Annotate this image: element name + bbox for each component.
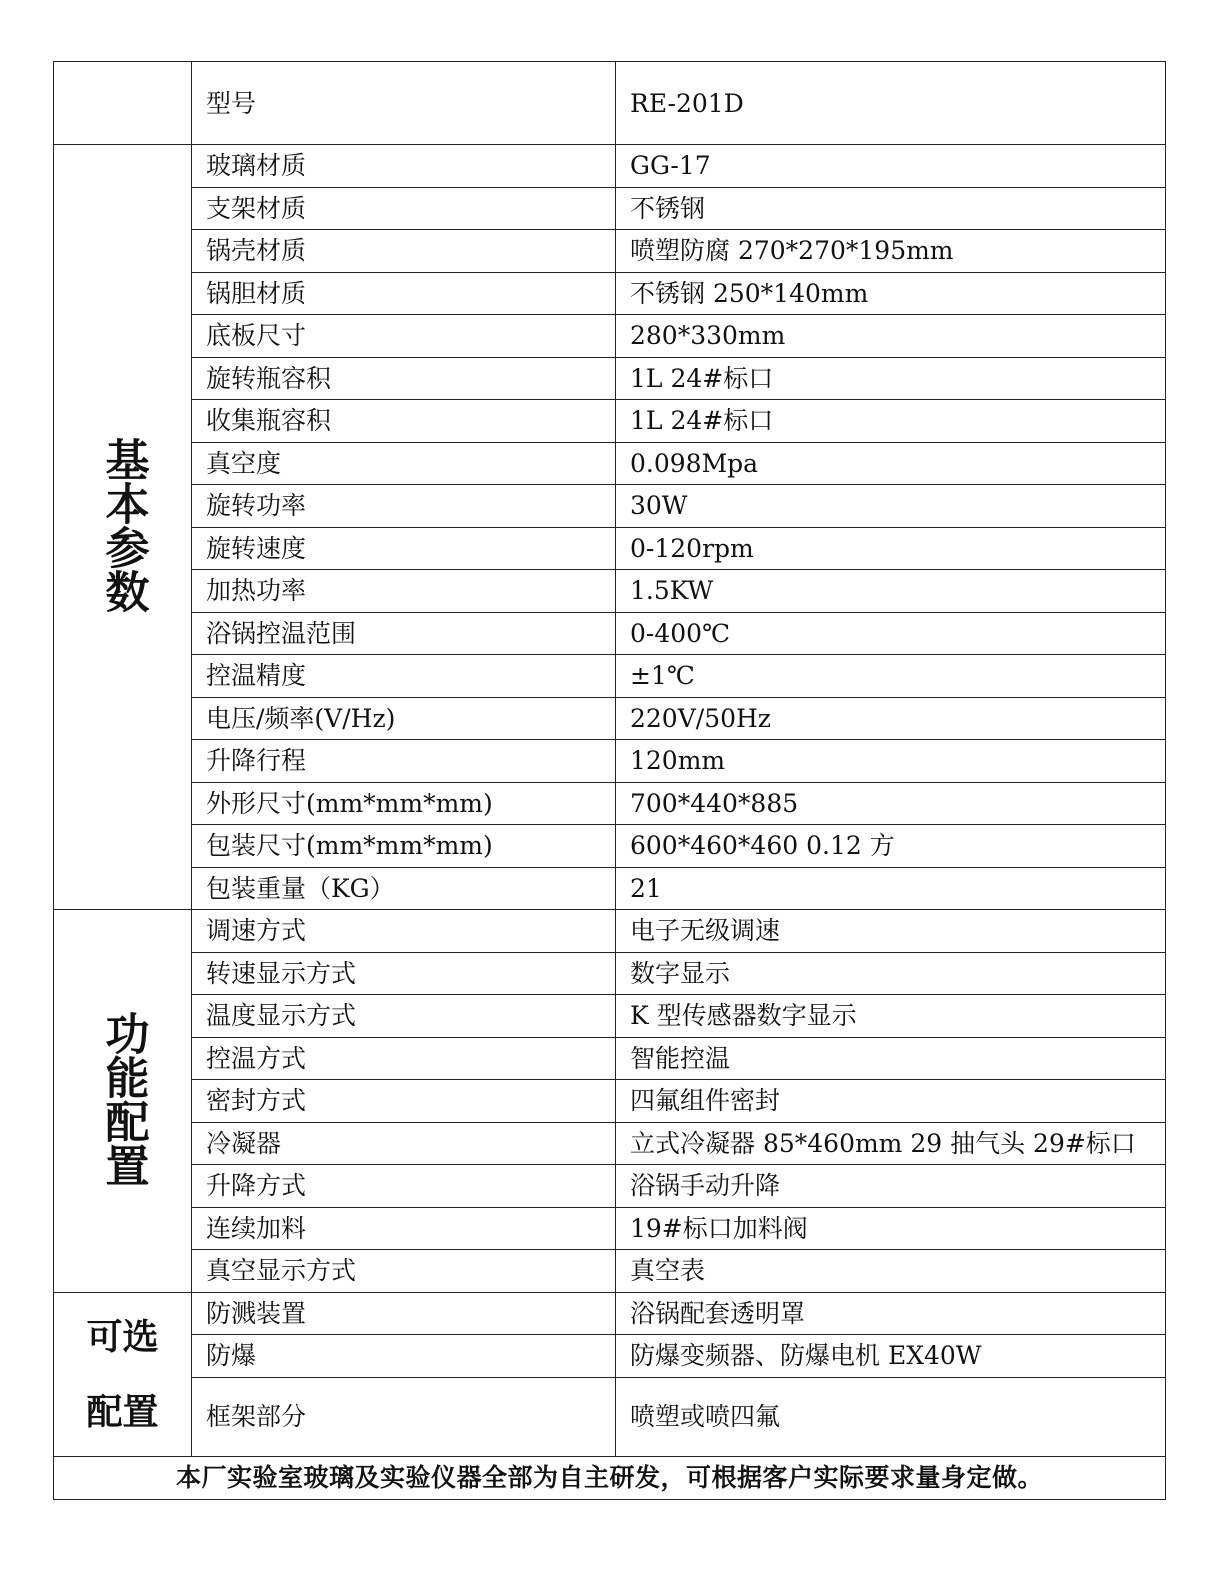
footer-note: 本厂实验室玻璃及实验仪器全部为自主研发，可根据客户实际要求量身定做。 <box>54 1456 1166 1499</box>
param-name: 防爆 <box>192 1335 616 1378</box>
param-value: 700*440*885 <box>616 782 1166 825</box>
param-name: 加热功率 <box>192 570 616 613</box>
param-value: 真空表 <box>616 1250 1166 1293</box>
param-name: 升降方式 <box>192 1165 616 1208</box>
section-function-label: 功能配置 <box>97 1010 149 1187</box>
param-name: 浴锅控温范围 <box>192 612 616 655</box>
param-value: 1L 24#标口 <box>616 400 1166 443</box>
param-name: 控温方式 <box>192 1037 616 1080</box>
param-name: 旋转功率 <box>192 485 616 528</box>
param-name: 包装尺寸(mm*mm*mm) <box>192 825 616 868</box>
param-value: 600*460*460 0.12 方 <box>616 825 1166 868</box>
model-label: 型号 <box>192 62 616 145</box>
param-name: 旋转速度 <box>192 527 616 570</box>
param-value: 120mm <box>616 740 1166 783</box>
basic_rows-row <box>54 570 1166 613</box>
param-value: K 型传感器数字显示 <box>616 995 1166 1038</box>
param-value: 喷塑或喷四氟 <box>616 1377 1166 1456</box>
param-value: 不锈钢 <box>616 187 1166 230</box>
basic_rows-row <box>54 867 1166 910</box>
param-value: 30W <box>616 485 1166 528</box>
basic_rows-row <box>54 272 1166 315</box>
function_rows-row <box>54 910 1166 953</box>
basic_rows-row <box>54 697 1166 740</box>
param-value: 280*330mm <box>616 315 1166 358</box>
function_rows-row <box>54 1122 1166 1165</box>
param-value: ±1℃ <box>616 655 1166 698</box>
basic_rows-row <box>54 612 1166 655</box>
basic_rows-row <box>54 315 1166 358</box>
section-optional-line1: 可选 <box>86 1315 159 1358</box>
param-name: 包装重量（KG） <box>192 867 616 910</box>
param-value: GG-17 <box>616 145 1166 188</box>
param-value: 1.5KW <box>616 570 1166 613</box>
function_rows-row <box>54 1250 1166 1293</box>
param-value: 立式冷凝器 85*460mm 29 抽气头 29#标口 <box>616 1122 1166 1165</box>
function_rows-row <box>54 995 1166 1038</box>
param-value: 21 <box>616 867 1166 910</box>
basic_rows-row <box>54 782 1166 825</box>
param-name: 玻璃材质 <box>192 145 616 188</box>
basic_rows-row <box>54 485 1166 528</box>
param-name: 真空度 <box>192 442 616 485</box>
param-value: 0-400℃ <box>616 612 1166 655</box>
param-name: 底板尺寸 <box>192 315 616 358</box>
footer-row <box>54 1456 1166 1499</box>
section-basic-params <box>54 145 192 910</box>
spec-table-body <box>54 62 1166 1500</box>
param-name: 锅胆材质 <box>192 272 616 315</box>
function_rows-row <box>54 952 1166 995</box>
param-name: 旋转瓶容积 <box>192 357 616 400</box>
function_rows-row <box>54 1207 1166 1250</box>
param-name: 支架材质 <box>192 187 616 230</box>
param-name: 调速方式 <box>192 910 616 953</box>
param-value: 220V/50Hz <box>616 697 1166 740</box>
param-name: 温度显示方式 <box>192 995 616 1038</box>
param-name: 控温精度 <box>192 655 616 698</box>
basic_rows-row <box>54 740 1166 783</box>
optional_rows-row <box>54 1335 1166 1378</box>
param-name: 电压/频率(V/Hz) <box>192 697 616 740</box>
param-value: 不锈钢 250*140mm <box>616 272 1166 315</box>
basic_rows-row <box>54 187 1166 230</box>
param-value: 智能控温 <box>616 1037 1166 1080</box>
section-optional-line2: 配置 <box>86 1390 159 1433</box>
blank-cell <box>54 62 192 145</box>
param-value: 1L 24#标口 <box>616 357 1166 400</box>
param-name: 升降行程 <box>192 740 616 783</box>
basic_rows-row <box>54 655 1166 698</box>
param-name: 密封方式 <box>192 1080 616 1123</box>
spec-table <box>53 61 1166 1500</box>
section-optional-label <box>54 1299 191 1449</box>
section-function-config <box>54 910 192 1293</box>
param-value: 19#标口加料阀 <box>616 1207 1166 1250</box>
model-row <box>54 62 1166 145</box>
basic_rows-row <box>54 825 1166 868</box>
basic_rows-row <box>54 527 1166 570</box>
optional_rows-row <box>54 1292 1166 1335</box>
basic_rows-row <box>54 145 1166 188</box>
param-value: 0.098Mpa <box>616 442 1166 485</box>
param-value: 浴锅手动升降 <box>616 1165 1166 1208</box>
function_rows-row <box>54 1037 1166 1080</box>
param-name: 防溅装置 <box>192 1292 616 1335</box>
param-value: 喷塑防腐 270*270*195mm <box>616 230 1166 273</box>
optional_rows-row <box>54 1377 1166 1456</box>
param-name: 外形尺寸(mm*mm*mm) <box>192 782 616 825</box>
function_rows-row <box>54 1080 1166 1123</box>
basic_rows-row <box>54 400 1166 443</box>
function_rows-row <box>54 1165 1166 1208</box>
param-value: 数字显示 <box>616 952 1166 995</box>
section-optional-config <box>54 1292 192 1456</box>
param-name: 真空显示方式 <box>192 1250 616 1293</box>
param-name: 冷凝器 <box>192 1122 616 1165</box>
model-value: RE-201D <box>616 62 1166 145</box>
basic_rows-row <box>54 442 1166 485</box>
param-value: 电子无级调速 <box>616 910 1166 953</box>
param-value: 防爆变频器、防爆电机 EX40W <box>616 1335 1166 1378</box>
param-name: 收集瓶容积 <box>192 400 616 443</box>
param-name: 框架部分 <box>192 1377 616 1456</box>
basic_rows-row <box>54 357 1166 400</box>
basic_rows-row <box>54 230 1166 273</box>
param-name: 转速显示方式 <box>192 952 616 995</box>
param-value: 浴锅配套透明罩 <box>616 1292 1166 1335</box>
param-value: 0-120rpm <box>616 527 1166 570</box>
param-name: 锅壳材质 <box>192 230 616 273</box>
param-value: 四氟组件密封 <box>616 1080 1166 1123</box>
section-basic-label: 基本参数 <box>97 437 149 613</box>
param-name: 连续加料 <box>192 1207 616 1250</box>
